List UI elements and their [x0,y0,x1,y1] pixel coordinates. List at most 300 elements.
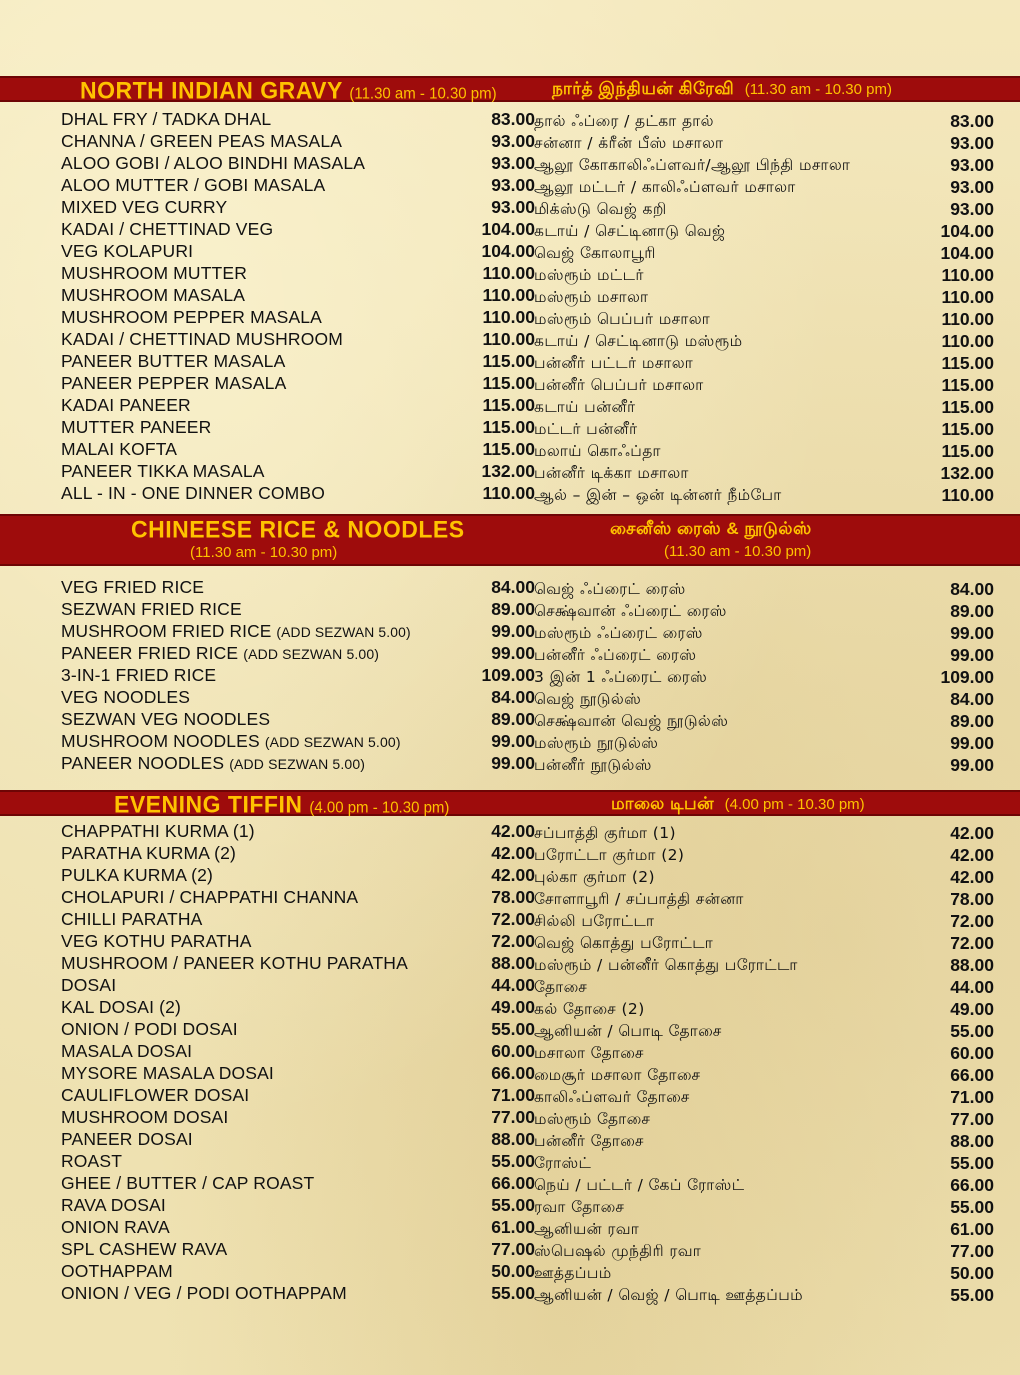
menu-item-price: 55.00 [491,1151,535,1171]
menu-item-price: 99.00 [491,643,535,663]
menu-item-name [61,130,342,152]
menu-item-price: 66.00 [950,1065,994,1085]
menu-item-name-text: சோளாபூரி / சப்பாத்தி சன்னா [534,890,744,908]
menu-item-note: (ADD SEZWAN 5.00) [264,734,401,750]
north-indian-title-ta [552,79,892,101]
menu-item-name [534,1174,744,1196]
menu-item-name [534,932,713,954]
menu-item-name-text: மஸ்ரூம் / பன்னீர் கொத்து பரோட்டா [534,956,798,974]
menu-item-name [61,240,193,262]
menu-item-name-text: MUSHROOM NOODLES [61,731,260,751]
menu-item-name-text: சில்லி பரோட்டா [534,912,655,930]
menu-item-name-text: ஸ்பெஷல் முந்திரி ரவா [534,1242,702,1260]
menu-item-price: 99.00 [950,755,994,775]
north-indian-time-ta: (11.30 am - 10.30 pm) [744,81,892,98]
menu-item-price: 55.00 [491,1195,535,1215]
menu-item-name [61,842,236,864]
menu-item-name-text: VEG FRIED RICE [61,577,205,597]
menu-item-name [61,1062,274,1084]
menu-item-name-text: மைசூர் மசாலா தோசை [534,1066,701,1084]
menu-item-name-text: KADAI / CHETTINAD MUSHROOM [61,329,343,349]
menu-item-name [61,1128,193,1150]
menu-item-name-text: SEZWAN VEG NOODLES [61,709,271,729]
menu-item-name-text: வெஜ் கோலாபூரி [534,244,656,262]
menu-item-name [61,1040,192,1062]
menu-item-price: 42.00 [950,823,994,843]
menu-item-price: 115.00 [941,441,994,461]
menu-item-name [61,1084,249,1106]
menu-item-name-text: PANEER FRIED RICE [61,643,239,663]
menu-item-name [534,220,725,242]
menu-item-price: 44.00 [950,977,994,997]
menu-item-price: 93.00 [950,155,994,175]
menu-item-price: 72.00 [491,909,535,929]
menu-item-price: 93.00 [491,131,535,151]
menu-item-name-text: மஸ்ரூம் ஃப்ரைட் ரைஸ் [534,624,703,642]
menu-item-name [61,820,255,842]
menu-item-name [61,752,365,775]
menu-item-name-text: கடாய் பன்னீர் [534,398,636,416]
menu-item-name-text: CHILLI PARATHA [61,909,203,929]
menu-item-name [534,976,587,998]
menu-item-name-text: ALL - IN - ONE DINNER COMBO [61,483,325,503]
menu-item-name-text: 3-IN-1 FRIED RICE [61,665,217,685]
menu-item-name-text: PANEER BUTTER MASALA [61,351,286,371]
menu-item-name-text: PANEER NOODLES [61,753,225,773]
menu-item-price: 42.00 [950,845,994,865]
tiffin-title-ta-text: மாலை டிபன் [611,794,715,813]
menu-item-name-text: கல் தோசை (2) [534,1000,645,1018]
menu-item-price: 72.00 [950,933,994,953]
menu-item-name-text: பன்னீர் டிக்கா மசாலா [534,464,689,482]
menu-item-name-text: MUSHROOM FRIED RICE [61,621,272,641]
menu-item-price: 110.00 [941,265,994,285]
menu-item-name-text: புல்கா குர்மா (2) [534,868,655,886]
menu-item-name-text: PANEER PEPPER MASALA [61,373,287,393]
menu-item-price: 84.00 [491,687,535,707]
chinese-title-ta [610,519,812,541]
menu-item-name [534,242,656,264]
menu-item-name [534,154,850,176]
menu-item-name [61,1238,227,1260]
menu-item-name-text: சன்னா / க்ரீன் பீஸ் மசாலா [534,134,724,152]
menu-item-name [61,482,325,504]
menu-item-price: 71.00 [491,1085,535,1105]
menu-item-price: 66.00 [950,1175,994,1195]
menu-item-note: (ADD SEZWAN 5.00) [229,756,366,772]
menu-item-name [61,306,322,328]
menu-item-price: 93.00 [950,133,994,153]
menu-item-price: 99.00 [491,731,535,751]
menu-item-name [534,352,693,374]
menu-item-price: 42.00 [491,865,535,885]
tiffin-title-en [114,790,449,818]
menu-item-price: 42.00 [491,821,535,841]
menu-item-price: 84.00 [950,579,994,599]
menu-item-name [61,598,242,620]
menu-item-price: 115.00 [941,397,994,417]
menu-item-name [534,998,645,1020]
menu-item-name [61,1194,166,1216]
menu-item-price: 115.00 [941,353,994,373]
menu-item-name-text: MUTTER PANEER [61,417,212,437]
menu-item-name-text: மஸ்ரூம் பெப்பர் மசாலா [534,310,711,328]
menu-item-name [61,394,191,416]
menu-item-name [61,1282,347,1304]
menu-item-price: 84.00 [950,689,994,709]
menu-item-price: 115.00 [482,351,535,371]
menu-item-name-text: வெஜ் நூடுல்ஸ் [534,690,642,708]
menu-item-price: 110.00 [482,285,535,305]
menu-item-name-text: பன்னீர் பெப்பர் மசாலா [534,376,704,394]
menu-item-name-text: தோசை [534,978,588,996]
menu-item-price: 93.00 [491,197,535,217]
menu-item-name [61,218,273,240]
menu-item-name-text: ரோஸ்ட் [534,1154,592,1172]
menu-item-price: 110.00 [482,483,535,503]
menu-item-price: 55.00 [950,1285,994,1305]
menu-item-name [61,1106,228,1128]
menu-item-name [61,576,204,598]
menu-item-name-text: MALAI KOFTA [61,439,178,459]
menu-item-price: 72.00 [491,931,535,951]
menu-item-price: 61.00 [491,1217,535,1237]
menu-item-price: 89.00 [491,709,535,729]
menu-item-name-text: கடாய் / செட்டினாடு வெஜ் [534,222,726,240]
menu-item-price: 88.00 [491,1129,535,1149]
menu-item-name-text: ஊத்தப்பம் [534,1264,612,1282]
menu-item-name [61,1260,173,1282]
menu-item-name-text: மஸ்ரூம் மசாலா [534,288,649,306]
menu-item-name-text: MUSHROOM MASALA [61,285,246,305]
menu-item-name [61,416,211,438]
menu-item-name-text: CHAPPATHI KURMA (1) [61,821,255,841]
menu-item-name-text: MIXED VEG CURRY [61,197,228,217]
menu-item-name [534,1108,650,1130]
menu-item-price: 132.00 [940,463,994,483]
menu-item-price: 55.00 [950,1021,994,1041]
menu-item-name-text: வெஜ் கொத்து பரோட்டா [534,934,714,952]
menu-item-name [534,910,654,932]
chinese-title-ta-text: சைனீஸ் ரைஸ் & நூடுல்ஸ் [610,519,812,538]
menu-item-name [534,198,667,220]
menu-item-name-text: PANEER DOSAI [61,1129,193,1149]
menu-item-name [534,1130,644,1152]
north-indian-title-en [80,76,497,104]
menu-item-price: 110.00 [941,485,994,505]
chinese-title-text: CHINEESE RICE & NOODLES [131,515,465,543]
tiffin-title-text: EVENING TIFFIN [114,790,303,818]
menu-item-name-text: 3 இன் 1 ஃப்ரைட் ரைஸ் [534,668,708,686]
menu-item-price: 93.00 [491,153,535,173]
menu-item-price: 115.00 [941,419,994,439]
menu-item-price: 89.00 [491,599,535,619]
menu-item-price: 60.00 [491,1041,535,1061]
menu-item-name [534,954,798,976]
menu-item-price: 99.00 [950,623,994,643]
menu-item-name-text: PANEER TIKKA MASALA [61,461,265,481]
menu-item-name [534,396,635,418]
menu-item-name-text: MUSHROOM DOSAI [61,1107,229,1127]
menu-item-name-text: MUSHROOM PEPPER MASALA [61,307,322,327]
menu-item-name [61,664,216,686]
menu-item-name [534,1218,639,1240]
menu-item-name-text: ஆலூ மட்டர் / காலிஃப்ளவர் மசாலா [534,178,796,196]
menu-item-name-text: PULKA KURMA (2) [61,865,214,885]
menu-item-name [61,620,411,643]
menu-item-name-text: VEG KOLAPURI [61,241,194,261]
menu-item-name [534,1284,803,1306]
menu-item-price: 49.00 [950,999,994,1019]
menu-item-name [61,174,325,196]
menu-item-price: 77.00 [491,1239,535,1259]
menu-item-name [534,132,723,154]
menu-item-name [61,730,401,753]
menu-item-price: 55.00 [491,1283,535,1303]
menu-item-name-text: GHEE / BUTTER / CAP ROAST [61,1173,315,1193]
menu-item-name [61,196,227,218]
menu-item-name [534,666,707,688]
menu-item-price: 104.00 [481,219,535,239]
menu-item-price: 83.00 [950,111,994,131]
menu-item-price: 55.00 [950,1197,994,1217]
menu-item-name-text: KAL DOSAI (2) [61,997,181,1017]
menu-item-name-text: OOTHAPPAM [61,1261,173,1281]
menu-item-name-text: ROAST [61,1151,123,1171]
menu-item-name [534,1042,644,1064]
menu-item-name-text: மஸ்ரூம் மட்டர் [534,266,644,284]
chinese-title-en [131,515,465,543]
menu-item-name-text: ரவா தோசை [534,1198,625,1216]
menu-item-name [534,1262,612,1284]
menu-item-name-text: தால் ஃப்ரை / தட்கா தால் [534,112,714,130]
menu-item-name [534,110,714,132]
menu-item-name [534,578,686,600]
menu-item-name [61,642,379,665]
menu-item-name [534,176,796,198]
menu-item-price: 77.00 [491,1107,535,1127]
menu-item-price: 83.00 [491,109,535,129]
menu-item-name [61,974,116,996]
menu-item-note: (ADD SEZWAN 5.00) [276,624,411,640]
menu-item-price: 55.00 [491,1019,535,1039]
menu-item-price: 60.00 [950,1043,994,1063]
menu-item-name [534,330,742,352]
menu-item-price: 109.00 [940,667,994,687]
menu-item-name-text: ALOO GOBI / ALOO BINDHI MASALA [61,153,366,173]
menu-item-name-text: ஆலூ கோகாலிஃப்ளவர்/ஆலூ பிந்தி மசாலா [534,156,851,174]
menu-item-name [534,462,689,484]
menu-item-name-text: CAULIFLOWER DOSAI [61,1085,250,1105]
tiffin-time-ta: (4.00 pm - 10.30 pm) [724,796,865,813]
menu-item-name [534,374,704,396]
menu-item-price: 78.00 [950,889,994,909]
menu-item-name [534,1086,690,1108]
menu-item-name-text: மஸ்ரூம் நூடுல்ஸ் [534,734,659,752]
menu-item-price: 110.00 [941,309,994,329]
menu-item-price: 89.00 [950,711,994,731]
menu-item-name [61,1216,170,1238]
menu-item-price: 77.00 [950,1241,994,1261]
menu-item-name [61,1150,122,1172]
menu-item-name-text: DHAL FRY / TADKA DHAL [61,109,272,129]
menu-item-price: 93.00 [491,175,535,195]
menu-item-name-text: KADAI PANEER [61,395,191,415]
menu-item-name-text: வெஜ் ஃப்ரைட் ரைஸ் [534,580,686,598]
menu-item-price: 42.00 [950,867,994,887]
menu-item-price: 50.00 [950,1263,994,1283]
menu-item-name-text: பரோட்டா குர்மா (2) [534,846,685,864]
menu-item-price: 132.00 [481,461,535,481]
menu-item-name-text: MYSORE MASALA DOSAI [61,1063,274,1083]
menu-item-name [534,308,710,330]
menu-item-name [534,600,727,622]
menu-item-name [534,286,648,308]
menu-item-name-text: KADAI / CHETTINAD VEG [61,219,274,239]
menu-item-name-text: காலிஃப்ளவர் தோசை [534,1088,690,1106]
menu-item-name-text: நெய் / பட்டர் / கேப் ரோஸ்ட் [534,1176,745,1194]
menu-item-name [61,864,213,886]
menu-item-price: 93.00 [950,199,994,219]
menu-item-price: 115.00 [482,439,535,459]
menu-item-name [534,622,703,644]
menu-item-name [534,418,637,440]
menu-item-name [61,908,203,930]
menu-item-name-text: MUSHROOM / PANEER KOTHU PARATHA [61,953,408,973]
menu-item-name-text: ALOO MUTTER / GOBI MASALA [61,175,326,195]
menu-item-name [61,886,358,908]
menu-item-name [61,350,285,372]
menu-item-name-text: ONION RAVA [61,1217,170,1237]
menu-item-name [61,372,286,394]
menu-item-name [534,1064,701,1086]
menu-item-price: 78.00 [491,887,535,907]
menu-item-price: 72.00 [950,911,994,931]
menu-item-price: 110.00 [482,307,535,327]
menu-item-name-text: ஆனியன் / பொடி தோசை [534,1022,722,1040]
menu-item-price: 104.00 [940,243,994,263]
menu-item-name-text: MUSHROOM MUTTER [61,263,247,283]
menu-item-name [534,844,684,866]
menu-item-price: 61.00 [950,1219,994,1239]
menu-item-name-text: CHOLAPURI / CHAPPATHI CHANNA [61,887,359,907]
menu-item-name [61,152,365,174]
menu-item-price: 115.00 [941,375,994,395]
menu-item-name-text: CHANNA / GREEN PEAS MASALA [61,131,343,151]
menu-item-note: (ADD SEZWAN 5.00) [243,646,380,662]
menu-item-name [61,262,247,284]
menu-item-name [534,484,782,506]
menu-item-name [61,996,181,1018]
menu-item-price: 104.00 [481,241,535,261]
menu-item-name [61,930,252,952]
menu-item-name-text: SEZWAN FRIED RICE [61,599,242,619]
menu-item-name [61,460,265,482]
menu-item-price: 115.00 [482,373,535,393]
menu-item-name-text: VEG NOODLES [61,687,191,707]
menu-item-name-text: VEG KOTHU PARATHA [61,931,252,951]
menu-item-name [534,264,644,286]
menu-item-name-text: ஆல் – இன் – ஒன் டின்னர் நீம்போ [534,486,782,504]
menu-item-name-text: கடாய் / செட்டினாடு மஸ்ரூம் [534,332,743,350]
menu-item-name [61,708,270,730]
menu-item-price: 66.00 [491,1063,535,1083]
menu-item-name [61,108,271,130]
menu-item-name-text: ஆனியன் / வெஜ் / பொடி ஊத்தப்பம் [534,1286,804,1304]
north-indian-title-ta-text: நார்த் இந்தியன் கிரேவி [552,79,735,98]
menu-item-price: 55.00 [950,1153,994,1173]
menu-item-name-text: PARATHA KURMA (2) [61,843,236,863]
menu-item-name-text: மலாய் கொஃப்தா [534,442,661,460]
north-indian-title-text: NORTH INDIAN GRAVY [80,76,343,104]
menu-item-name [534,888,744,910]
menu-item-name [534,710,728,732]
menu-item-price: 42.00 [491,843,535,863]
menu-item-name-text: மிக்ஸ்டு வெஜ் கறி [534,200,667,218]
menu-item-price: 88.00 [491,953,535,973]
menu-item-name [534,822,676,844]
tiffin-time-en: (4.00 pm - 10.30 pm) [309,798,450,817]
menu-item-name [61,1172,314,1194]
menu-item-name [534,1152,591,1174]
menu-item-price: 84.00 [491,577,535,597]
menu-item-name [61,328,343,350]
chinese-time-en: (11.30 am - 10.30 pm) [190,544,338,561]
menu-item-name [534,1240,701,1262]
menu-item-price: 99.00 [950,733,994,753]
menu-item-price: 110.00 [941,331,994,351]
menu-item-name-text: ஆனியன் ரவா [534,1220,640,1238]
menu-item-price: 50.00 [491,1261,535,1281]
menu-item-name [534,1020,722,1042]
menu-item-name-text: மட்டர் பன்னீர் [534,420,638,438]
menu-item-price: 88.00 [950,955,994,975]
menu-item-name [61,686,190,708]
menu-item-price: 89.00 [950,601,994,621]
menu-item-name [534,1196,624,1218]
menu-item-name [61,284,245,306]
menu-item-price: 66.00 [491,1173,535,1193]
menu-item-name-text: MASALA DOSAI [61,1041,193,1061]
menu-item-price: 115.00 [482,417,535,437]
menu-item-name [534,688,641,710]
menu-item-price: 110.00 [482,329,535,349]
menu-item-name-text: செக்ஷ்வான் ஃப்ரைட் ரைஸ் [534,602,727,620]
menu-item-name-text: பன்னீர் தோசை [534,1132,644,1150]
menu-item-price: 44.00 [491,975,535,995]
tiffin-title-ta [611,794,865,816]
menu-item-name [61,438,177,460]
menu-item-price: 110.00 [941,287,994,307]
menu-item-name-text: மஸ்ரூம் தோசை [534,1110,651,1128]
menu-item-name [534,440,661,462]
menu-item-name-text: சப்பாத்தி குர்மா (1) [534,824,676,842]
menu-item-name-text: செக்ஷ்வான் வெஜ் நூடுல்ஸ் [534,712,729,730]
menu-item-name-text: பன்னீர் பட்டர் மசாலா [534,354,694,372]
menu-item-name [534,732,658,754]
menu-item-name [534,866,655,888]
menu-item-name [61,952,408,974]
menu-item-price: 104.00 [940,221,994,241]
menu-item-price: 77.00 [950,1109,994,1129]
menu-item-name-text: ONION / VEG / PODI OOTHAPPAM [61,1283,347,1303]
chinese-time-ta: (11.30 am - 10.30 pm) [664,543,812,560]
menu-item-name-text: பன்னீர் ஃப்ரைட் ரைஸ் [534,646,697,664]
menu-item-price: 49.00 [491,997,535,1017]
menu-item-price: 93.00 [950,177,994,197]
north-indian-time-en: (11.30 am - 10.30 pm) [349,84,497,103]
menu-item-name-text: DOSAI [61,975,117,995]
